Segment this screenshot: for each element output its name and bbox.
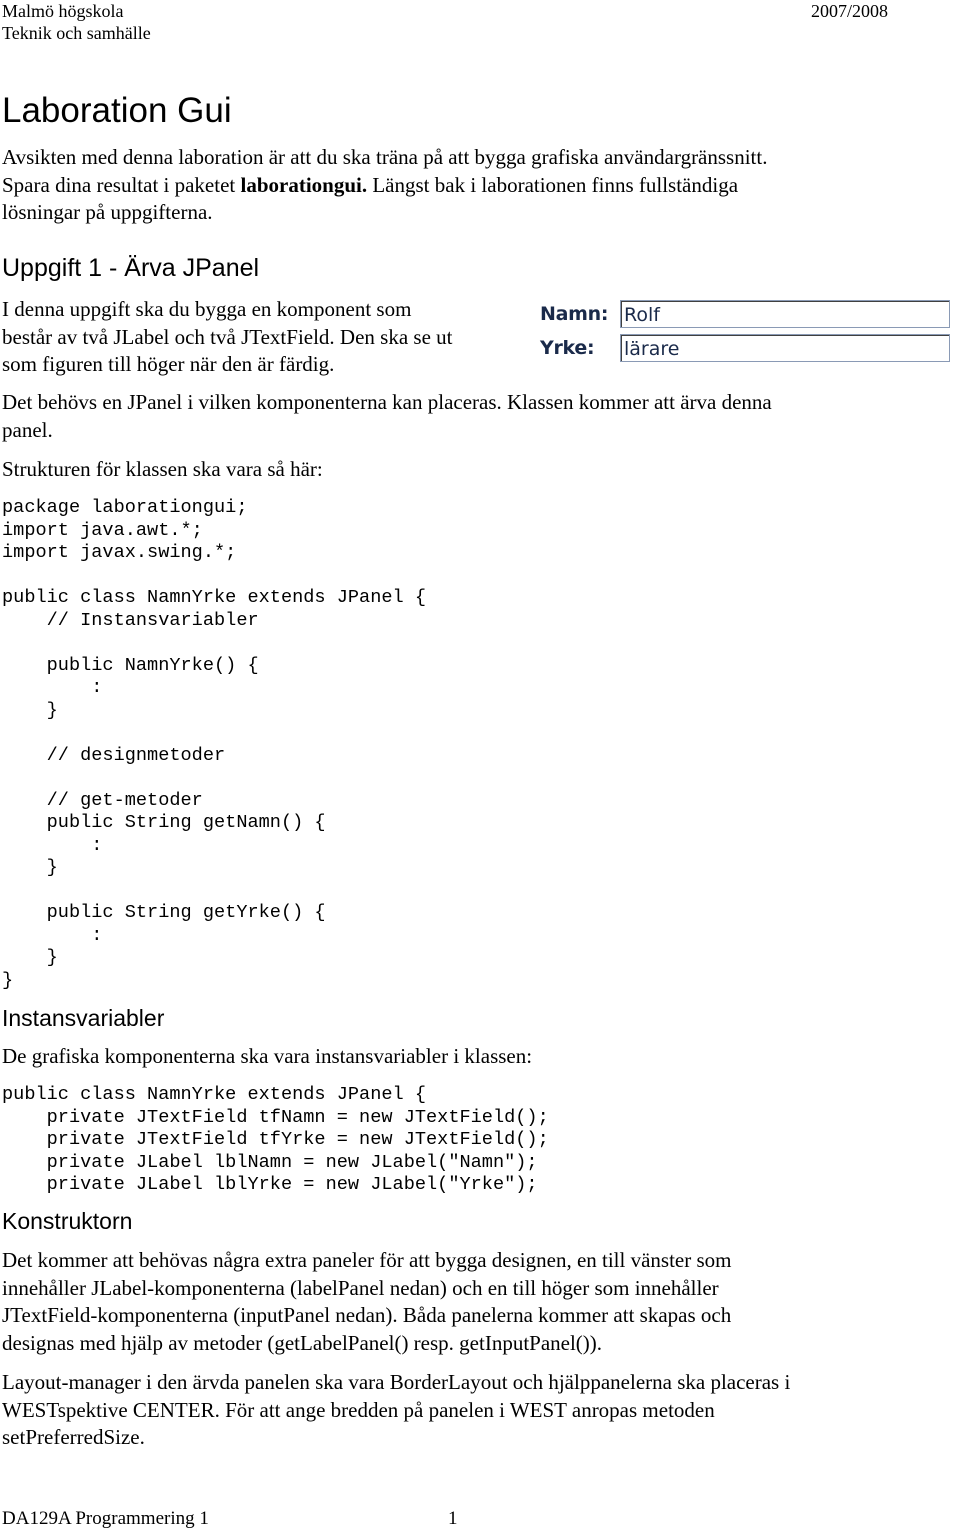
task1-heading: Uppgift 1 - Ärva JPanel [2, 254, 260, 282]
intro-line-2-pre: Spara dina resultat i paketet [2, 172, 241, 197]
header-year: 2007/2008 [810, 1, 888, 21]
intro-line-1: Avsikten med denna laboration är att du ska träna på att bygga grafiska användargränssnitt. [2, 145, 768, 169]
code-block-instans: public class NamnYrke extends JPanel { private JTextField tfNamn = new JTextField(); private JTextField tfYrke = new JTextField(); private JLabel lblNamn = new JLabel("Namn"); private JLabel lblYrke = new JLabel("Yrke"); [2, 1084, 549, 1195]
konstruktor-p2-line-2: WESTspektive CENTER. För att ange bredden på panelen i WEST anropas metoden [2, 1397, 715, 1422]
konstruktor-p1-line-4: designas med hjälp av metoder (getLabelPanel() resp. getInputPanel()). [2, 1330, 603, 1355]
konstruktor-paragraph-1 [2, 1247, 732, 1357]
footer-page-number: 1 [448, 1508, 458, 1529]
konstruktor-heading: Konstruktorn [2, 1208, 133, 1234]
task1-paragraph-2 [2, 389, 772, 444]
task1-p2-line-1: Det behövs en JPanel i vilken komponenterna kan placeras. Klassen kommer att ärva denna [2, 390, 772, 414]
instans-text: De grafiska komponenterna ska vara instansvariabler i klassen: [2, 1044, 533, 1068]
task1-paragraph-1 [2, 296, 453, 379]
task1-p1-line-3: som figuren till höger när den är färdig. [2, 352, 335, 376]
konstruktor-p1-line-1: Det kommer att behövas några extra paneler för att bygga designen, en till vänster som [2, 1248, 732, 1272]
task1-paragraph-3: Strukturen för klassen ska vara så här: [2, 457, 323, 481]
figure-textfield-namn: Rolf [620, 300, 950, 328]
konstruktor-p2-line-3: setPreferredSize. [2, 1425, 145, 1449]
konstruktor-paragraph-2 [2, 1369, 790, 1452]
instans-heading: Instansvariabler [2, 1005, 165, 1031]
intro-paragraph [2, 144, 767, 227]
intro-line-3: lösningar på uppgifterna. [2, 200, 213, 224]
figure-label-namn: Namn: [540, 303, 609, 325]
footer-course: DA129A Programmering 1 [2, 1508, 209, 1529]
figure-swing-form [538, 297, 954, 364]
konstruktor-p1-line-3: JTextField-komponenterna (inputPanel nedan). Båda panelerna kommer att skapas och [2, 1303, 732, 1327]
header-school: Malmö högskola [2, 1, 124, 21]
konstruktor-p2-line-1: Layout-manager i den ärvda panelen ska vara BorderLayout och hjälppanelerna ska placeras i [2, 1370, 791, 1394]
code-block-structure: package laborationgui; import java.awt.*; import javax.swing.*; public class NamnYrke extends JPanel { // Instansvariabler public NamnYrke() { : } // designmetoder // get-metoder public String getNamn() { : } public String getYrke() { : } } [2, 497, 427, 991]
figure-textfield-yrke: lärare [620, 334, 950, 362]
task1-p2-line-2: panel. [2, 417, 53, 442]
header-faculty: Teknik och samhälle [2, 23, 151, 43]
task1-p1-line-2: består av två JLabel och två JTextField. Den ska se ut [2, 324, 453, 349]
package-name: laborationgui. [240, 172, 368, 197]
intro-line-2 [2, 172, 767, 200]
page-title: Laboration Gui [2, 91, 232, 130]
konstruktor-p1-line-2: innehåller JLabel-komponenterna (labelPanel nedan) och en till höger som innehåller [2, 1275, 719, 1300]
task1-p1-line-1: I denna uppgift ska du bygga en komponent som [2, 297, 412, 321]
intro-line-2-post: Längst bak i laborationen finns fullständiga [367, 172, 739, 197]
figure-label-yrke: Yrke: [540, 337, 595, 359]
